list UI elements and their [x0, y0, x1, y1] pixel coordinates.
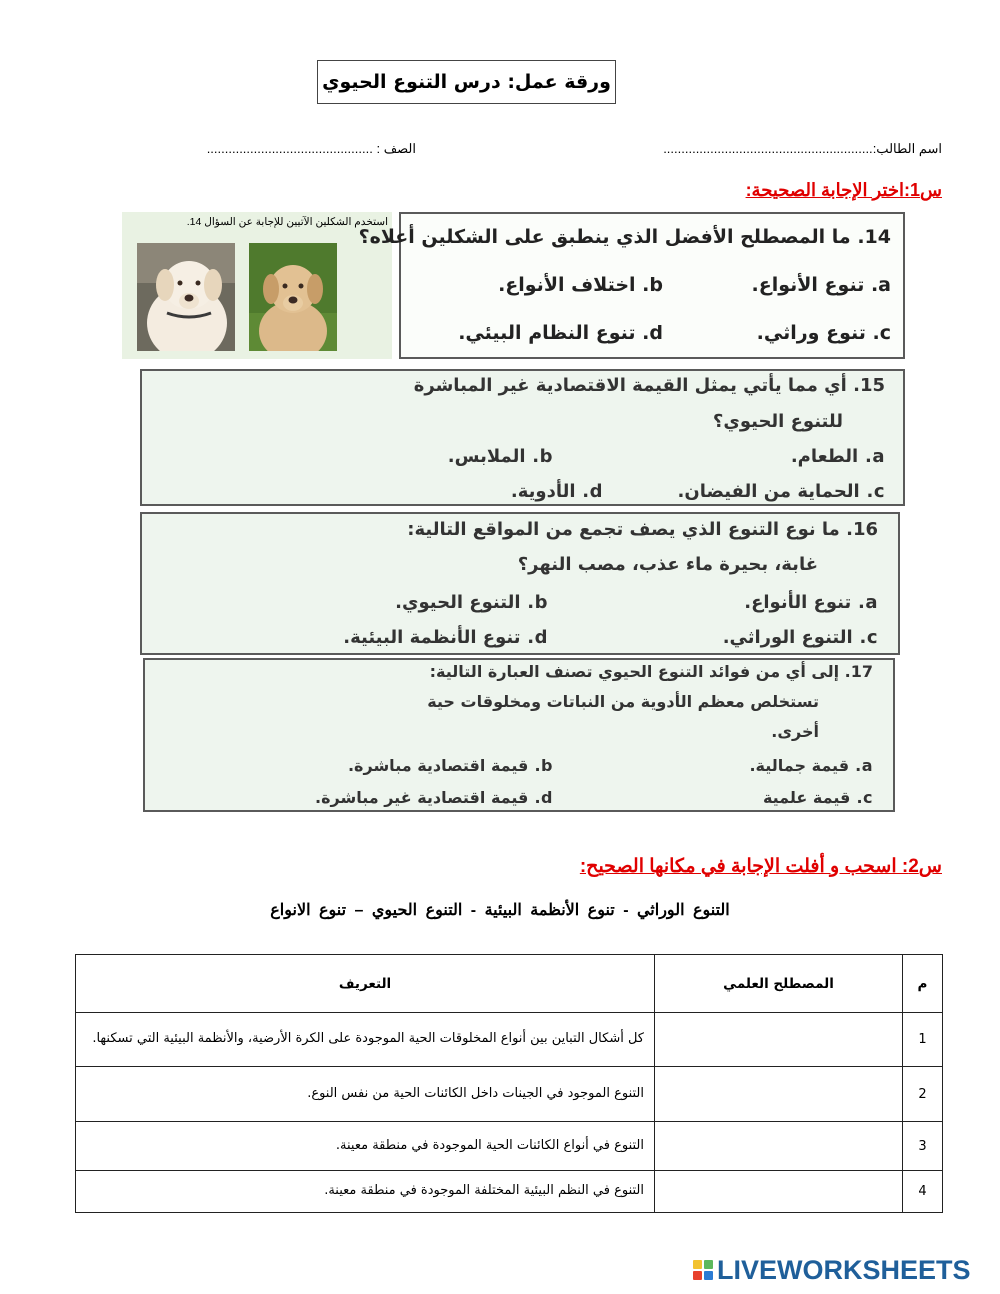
- option-a[interactable]: a. قيمة جمالية.: [749, 756, 873, 775]
- row-number: 4: [903, 1171, 943, 1213]
- row-number: 1: [903, 1013, 943, 1067]
- term-drop-zone[interactable]: [655, 1171, 903, 1213]
- option-d[interactable]: d. الأدوية.: [510, 481, 603, 502]
- option-b[interactable]: b. اختلاف الأنواع.: [498, 274, 663, 296]
- question-17-box: [143, 658, 895, 812]
- definition-text: التنوع في أنواع الكائنات الحية الموجودة في منطقة معينة.: [76, 1122, 655, 1171]
- option-a[interactable]: a. تنوع الأنواع.: [751, 274, 891, 296]
- question-stem: أي مما يأتي يمثل القيمة الاقتصادية غير المباشرة: [413, 375, 847, 396]
- question-17-text-cont2: أخرى.: [771, 722, 819, 741]
- definition-text: كل أشكال التباين بين أنواع المخلوقات الحية الموجودة على الكرة الأرضية، والأنظمة البيئية التي تسكنها.: [76, 1013, 655, 1067]
- dog-photo-right: [249, 243, 337, 351]
- student-name-dots: ..........................................................: [663, 141, 873, 156]
- question-number: 14.: [857, 226, 891, 248]
- student-name-label: اسم الطالب:: [872, 141, 942, 156]
- question-16-box: [140, 512, 900, 655]
- liveworksheets-brand: [693, 1255, 971, 1285]
- option-b[interactable]: b. التنوع الحيوي.: [395, 592, 548, 613]
- question-14-text: [359, 226, 891, 248]
- table-row: [76, 1013, 943, 1067]
- dogs-figure: [122, 212, 392, 359]
- question-number: 17.: [844, 662, 873, 681]
- header-term: المصطلح العلمي: [655, 955, 903, 1013]
- worksheet-title: ورقة عمل: درس التنوع الحيوي: [317, 60, 616, 104]
- row-number: 2: [903, 1067, 943, 1122]
- question-15-text-cont: للتنوع الحيوي؟: [712, 411, 843, 432]
- option-d[interactable]: d. قيمة اقتصادية غير مباشرة.: [314, 788, 553, 807]
- question-17-text-cont: تستخلص معظم الأدوية من النباتات ومخلوقات حية: [427, 692, 819, 711]
- option-a[interactable]: a. الطعام.: [790, 446, 885, 467]
- question-number: 16.: [846, 519, 878, 540]
- liveworksheets-logo-icon: [693, 1260, 713, 1280]
- header-num: م: [903, 955, 943, 1013]
- table-row: [76, 1171, 943, 1213]
- student-name-field: [663, 141, 942, 157]
- option-c[interactable]: c. تنوع وراثي.: [756, 322, 891, 344]
- term-drop-zone[interactable]: [655, 1013, 903, 1067]
- question-15-text: [414, 375, 885, 396]
- option-c[interactable]: c. التنوع الوراثي.: [722, 627, 878, 648]
- row-number: 3: [903, 1122, 943, 1171]
- option-a[interactable]: a. تنوع الأنواع.: [744, 592, 878, 613]
- section2-heading: س2: اسحب و أفلت الإجابة في مكانها الصحيح:: [579, 856, 942, 877]
- figure-caption: استخدم الشكلين الآتيين للإجابة عن السؤال 14.: [186, 216, 388, 228]
- section1-heading: س1:اختر الإجابة الصحيحة:: [745, 180, 942, 200]
- question-17-text: [430, 662, 873, 681]
- option-d[interactable]: d. تنوع الأنظمة البيئية.: [343, 627, 548, 648]
- question-16-text: [407, 519, 878, 540]
- question-stem: ما نوع التنوع الذي يصف تجمع من المواقع التالية:: [407, 519, 840, 540]
- term-drop-zone[interactable]: [655, 1122, 903, 1171]
- header-definition: التعريف: [76, 955, 655, 1013]
- definition-text: التنوع في النظم البيئية المختلفة الموجودة في منطقة معينة.: [76, 1171, 655, 1213]
- option-b[interactable]: b. قيمة اقتصادية مباشرة.: [347, 756, 553, 775]
- dog-photo-left: [137, 243, 235, 351]
- question-stem: إلى أي من فوائد التنوع الحيوي تصنف العبارة التالية:: [429, 662, 840, 681]
- table-row: [76, 1067, 943, 1122]
- question-16-text-cont: غابة، بحيرة ماء عذب، مصب النهر؟: [517, 554, 818, 575]
- definition-text: التنوع الموجود في الجينات داخل الكائنات الحية من نفس النوع.: [76, 1067, 655, 1122]
- question-stem: ما المصطلح الأفضل الذي ينطبق على الشكلين أعلاه؟: [358, 226, 851, 248]
- option-b[interactable]: b. الملابس.: [447, 446, 553, 467]
- class-label: الصف :: [376, 141, 416, 156]
- class-dots: ..............................................: [206, 141, 373, 156]
- table-row: [76, 1122, 943, 1171]
- question-14-box: [358, 212, 905, 359]
- option-d[interactable]: d. تنوع النظام البيئي.: [458, 322, 663, 344]
- definitions-table: [75, 954, 943, 1213]
- term-drop-zone[interactable]: [655, 1067, 903, 1122]
- brand-name: LIVEWORKSHEETS: [717, 1254, 971, 1285]
- table-header-row: [76, 955, 943, 1013]
- class-field: [207, 141, 416, 157]
- question-15-box: [140, 369, 905, 506]
- option-c[interactable]: c. الحماية من الفيضان.: [677, 481, 885, 502]
- question-number: 15.: [853, 375, 885, 396]
- drag-terms-line[interactable]: التنوع الوراثي - تنوع الأنظمة البيئية - التنوع الحيوي – تنوع الانواع: [270, 902, 730, 919]
- option-c[interactable]: c. قيمة علمية: [762, 788, 873, 807]
